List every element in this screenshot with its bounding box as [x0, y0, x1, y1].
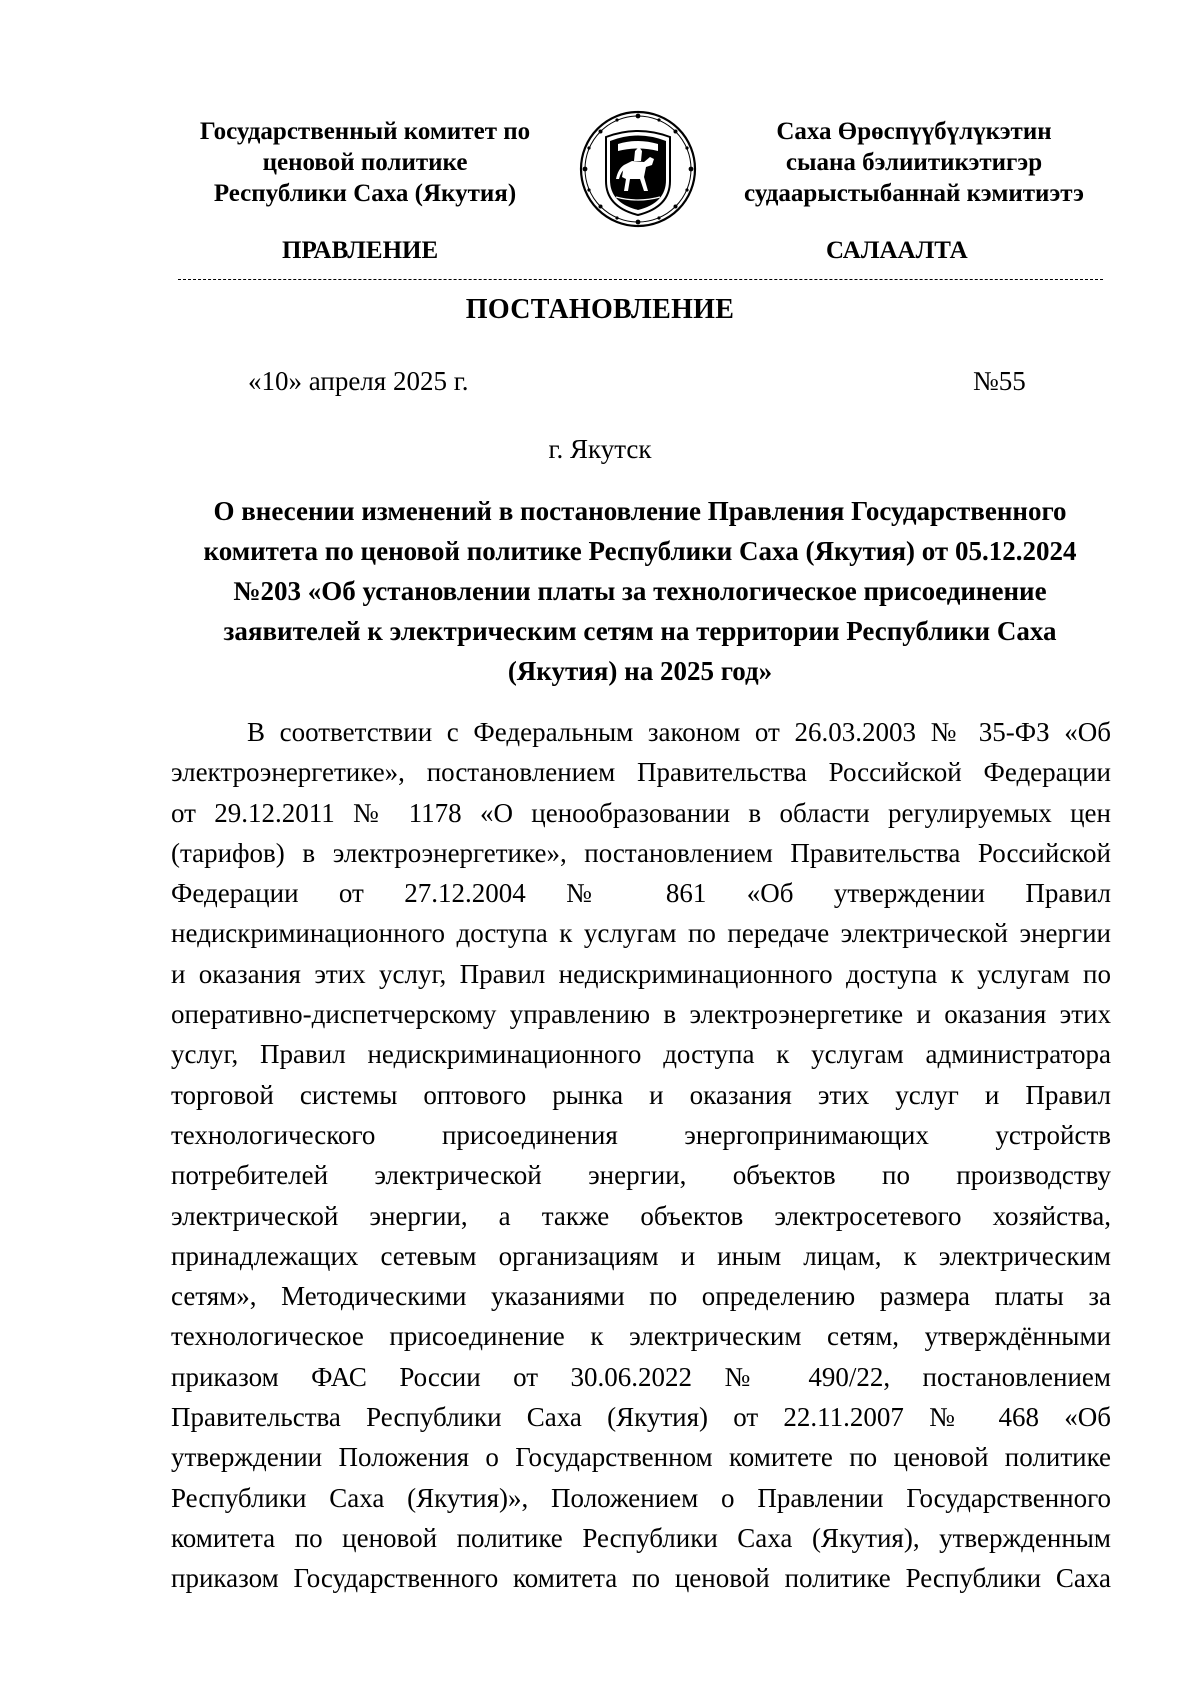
body-line: комитета по ценовой политике Республики Саха (Якутия), утвержденным: [171, 1522, 1111, 1553]
committee-name-line: судаарыстыбаннай кэмитиэтэ: [744, 180, 1084, 207]
body-line: приказом ФАС России от 30.06.2022 № 490/22, постановлением: [171, 1361, 1111, 1392]
body-line: потребителей электрической энергии, объектов по производству: [171, 1160, 1111, 1191]
board-label-sakha: САЛААЛТА: [826, 237, 968, 264]
body-line: недискриминационного доступа к услугам по передаче электрической энергии: [171, 918, 1111, 949]
document-city: г. Якутск: [548, 434, 652, 464]
body-line: утверждении Положения о Государственном комитете по ценовой политике: [171, 1442, 1111, 1473]
body-line: оперативно-диспетчерскому управлению в электроэнергетике и оказания этих: [171, 999, 1111, 1030]
committee-name-line: Саха Өрөспүүбүлүкэтин: [776, 118, 1052, 145]
body-line: Федерации от 27.12.2004 № 861 «Об утверждении Правил: [171, 878, 1111, 909]
header-divider: [178, 279, 1103, 280]
body-line: (тарифов) в электроэнергетике», постановлением Правительства Российской: [171, 837, 1111, 868]
committee-name-sakha: [718, 116, 1110, 209]
body-line: электроэнергетике», постановлением Правительства Российской Федерации: [171, 757, 1111, 788]
title-line: комитета по ценовой политике Республики Саха (Якутия) от 05.12.2024: [203, 536, 1077, 566]
committee-name-line: сыана бэлиитикэтигэр: [785, 149, 1043, 176]
title-line: заявителей к электрическим сетям на территории Республики Саха: [223, 616, 1057, 646]
document-date: «10» апреля 2025 г.: [248, 366, 469, 396]
document-type: ПОСТАНОВЛЕНИЕ: [465, 294, 735, 325]
body-line: от 29.12.2011 № 1178 «О ценообразовании в области регулируемых цен: [171, 797, 1111, 828]
title-line: О внесении изменений в постановление Правления Государственного: [213, 496, 1067, 526]
committee-name-line: Республики Саха (Якутия): [213, 180, 517, 207]
body-line: технологическое присоединение к электрическим сетям, утверждёнными: [171, 1321, 1111, 1352]
committee-name-line: Государственный комитет по: [199, 118, 531, 145]
body-line: В соответствии с Федеральным законом от 26.03.2003 № 35-ФЗ «Об: [247, 717, 1111, 747]
board-label-russian: ПРАВЛЕНИЕ: [282, 237, 439, 264]
document-title: [160, 491, 1120, 691]
body-line: сетям», Методическими указаниями по определению размера платы за: [171, 1281, 1111, 1312]
body-line: принадлежащих сетевым организациям и иным лицам, к электрическим: [171, 1240, 1111, 1271]
body-line: приказом Государственного комитета по ценовой политике Республики Саха: [171, 1563, 1111, 1594]
body-line: электрической энергии, а также объектов электросетевого хозяйства,: [171, 1200, 1111, 1231]
body-line: и оказания этих услуг, Правил недискриминационного доступа к услугам по: [171, 958, 1111, 989]
title-line: №203 «Об установлении платы за технологическое присоединение: [233, 576, 1047, 606]
body-line: Республики Саха (Якутия)», Положением о Правлении Государственного: [171, 1482, 1111, 1513]
body-line: Правительства Республики Саха (Якутия) от 22.11.2007 № 468 «Об: [171, 1402, 1111, 1433]
body-line: торговой системы оптового рынка и оказания этих услуг и Правил: [171, 1079, 1111, 1110]
coat-of-arms-icon: [578, 107, 698, 231]
body-line: технологического присоединения энергопринимающих устройств: [171, 1119, 1111, 1150]
body-line: услуг, Правил недискриминационного доступа к услугам администратора: [171, 1039, 1111, 1070]
committee-name-line: ценовой политике: [262, 149, 468, 176]
document-number: №55: [973, 366, 1026, 396]
committee-name-russian: [170, 116, 560, 209]
document-body: [171, 712, 1111, 1599]
title-line: (Якутия) на 2025 год»: [507, 656, 773, 686]
